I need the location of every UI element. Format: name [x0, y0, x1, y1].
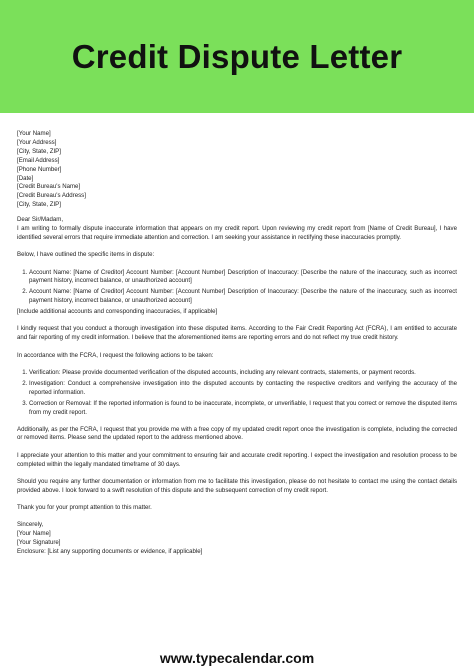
- letter-body: [17, 130, 457, 557]
- actions-intro: In accordance with the FCRA, I request the following actions to be taken:: [17, 351, 214, 359]
- intro-paragraph: I am writing to formally dispute inaccurate information that appears on my credit report. Upon reviewing my credit report from [Name of Credit Bureau], I have identified several errors that require immediate attention and correction. I am seeking your assistance in rectifying these inaccuracies promptly.: [17, 225, 457, 241]
- sender-name: [Your Name]: [17, 130, 51, 137]
- further-info-paragraph: Should you require any further documentation or information from me to facilitate this investigation, please do not hesitate to contact me using the contact details provided above. I look forward to a swift resolution of this dispute and the subsequent correction of my credit report.: [17, 477, 457, 494]
- recipient-address-block: [17, 183, 457, 210]
- request-paragraph: I kindly request that you conduct a thorough investigation into these disputed items. According to the Fair Credit Reporting Act (FCRA), I am entitled to accurate and fair reporting of my credit information. I believe that the aforementioned items are reporting errors and do not reflect my true credit history.: [17, 325, 457, 342]
- signature-block: [17, 521, 457, 557]
- recipient-address: [Credit Bureau's Address]: [17, 192, 86, 200]
- sign-off: Sincerely,: [17, 521, 44, 529]
- website-footer: www.typecalendar.com: [159, 650, 315, 666]
- letter-date: [Date]: [17, 174, 34, 182]
- sender-city: [City, State, ZIP]: [17, 147, 61, 155]
- disputed-item: 2. Account Name: [Name of Creditor] Account Number: [Account Number] Description of Inaccuracy: [Describe the nature of the inaccuracy, such as incorrect payment history, incorrect balance, or unauthorized account]: [29, 288, 457, 306]
- sender-address-block: [17, 130, 457, 183]
- requested-action: 3. Correction or Removal: If the reported information is found to be inaccurate, incomplete, or unverifiable, I request that you correct or remove the disputed items from my credit report.: [29, 400, 457, 418]
- signer-name: [Your Name]: [17, 530, 51, 538]
- recipient-city: [City, State, ZIP]: [17, 201, 61, 209]
- requested-action: 2. Investigation: Conduct a comprehensive investigation into the disputed accounts by contacting the respective creditors and verifying the accuracy of the reported information.: [29, 380, 457, 398]
- sender-phone: [Phone Number]: [17, 165, 62, 173]
- appreciation-paragraph: I appreciate your attention to this matter and your commitment to ensuring fair and accurate credit reporting. I expect the investigation and resolution process to be completed within the legally mandated timeframe of 30 days.: [17, 451, 457, 468]
- items-intro: Below, I have outlined the specific items in dispute:: [17, 251, 155, 259]
- disputed-items-list: [17, 269, 457, 307]
- copy-request-paragraph: Additionally, as per the FCRA, I request that you provide me with a free copy of my updated credit report once the investigation is complete, including the corrected or removed items. Please send the updated report to the address mentioned above.: [17, 425, 457, 442]
- requested-action: 1. Verification: Please provide documented verification of the disputed accounts, including any relevant contracts, statements, or payment records.: [29, 369, 457, 378]
- enclosure-line: Enclosure: [List any supporting documents or evidence, if applicable]: [17, 548, 203, 556]
- salutation: Dear Sir/Madam,: [17, 216, 64, 224]
- thanks-line: Thank you for your prompt attention to this matter.: [17, 504, 152, 512]
- items-note: [Include additional accounts and corresponding inaccuracies, if applicable]: [17, 308, 218, 316]
- page-title: Credit Dispute Letter: [71, 37, 403, 75]
- header-banner: [0, 0, 474, 113]
- sender-email: [Email Address]: [17, 156, 60, 164]
- signature-placeholder: [Your Signature]: [17, 539, 61, 547]
- requested-actions-list: [17, 369, 457, 418]
- recipient-name: [Credit Bureau's Name]: [17, 183, 81, 191]
- sender-address: [Your Address]: [17, 138, 57, 146]
- disputed-item: 1. Account Name: [Name of Creditor] Account Number: [Account Number] Description of Inaccuracy: [Describe the nature of the inaccuracy, such as incorrect payment history, incorrect balance, or unauthorized account]: [29, 269, 457, 287]
